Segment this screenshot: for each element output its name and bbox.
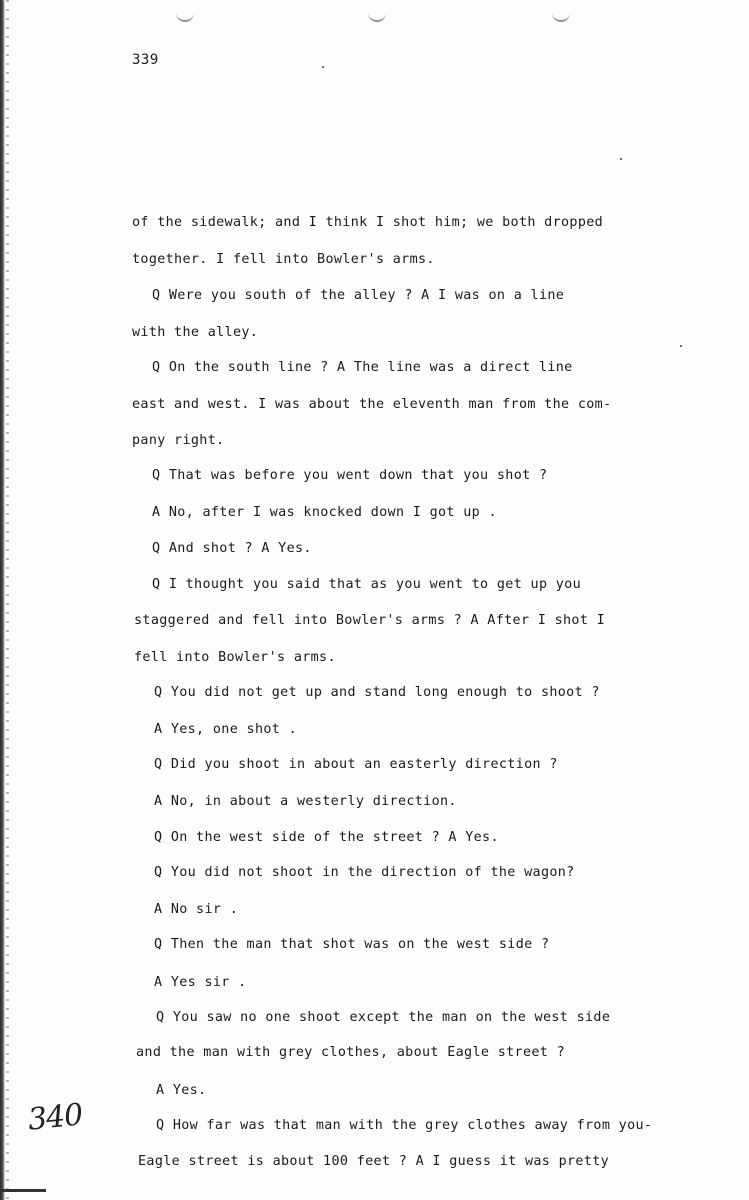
- transcript-line: Q You did not shoot in the direction of the wagon?: [154, 865, 575, 880]
- transcript-line: with the alley.: [132, 325, 259, 340]
- transcript-line: and the man with grey clothes, about Eagle street ?: [136, 1045, 566, 1060]
- transcript-line: Q That was before you went down that you shot ?: [152, 468, 548, 483]
- ink-speck: [680, 345, 682, 347]
- page-number: 339: [132, 52, 159, 68]
- transcript-line: Q Then the man that shot was on the west side ?: [154, 937, 550, 952]
- transcript-line: fell into Bowler's arms.: [134, 650, 336, 665]
- punch-hole-mark: [176, 12, 194, 22]
- transcript-line: Eagle street is about 100 feet ? A I guess it was pretty: [138, 1154, 610, 1169]
- transcript-line: of the sidewalk; and I think I shot him; we both dropped: [132, 215, 604, 230]
- transcript-line: A Yes.: [156, 1083, 207, 1098]
- transcript-line: Q I thought you said that as you went to get up you: [152, 577, 582, 592]
- transcript-line: pany right.: [132, 433, 225, 448]
- binding-edge: [0, 0, 5, 1200]
- transcript-line: staggered and fell into Bowler's arms ? A After I shot I: [134, 613, 606, 628]
- binding-perforation: [6, 0, 9, 1200]
- transcript-line: Q And shot ? A Yes.: [152, 541, 312, 556]
- transcript-line: Q On the west side of the street ? A Yes.: [154, 830, 499, 845]
- handwritten-margin-note: 340: [26, 1097, 84, 1138]
- punch-hole-mark: [368, 12, 386, 22]
- punch-hole-mark: [552, 12, 570, 22]
- transcript-line: Q You did not get up and stand long enough to shoot ?: [154, 685, 600, 700]
- transcript-line: A No, in about a westerly direction.: [154, 794, 457, 809]
- transcript-line: Q You saw no one shoot except the man on the west side: [156, 1010, 611, 1025]
- transcript-line: A No, after I was knocked down I got up .: [152, 505, 497, 520]
- ink-speck: [620, 158, 622, 160]
- transcript-line: Q Did you shoot in about an easterly direction ?: [154, 757, 558, 772]
- ink-speck: [322, 66, 324, 68]
- transcript-line: A No sir .: [154, 902, 239, 917]
- transcript-line: A Yes sir .: [154, 975, 247, 990]
- transcript-line: Q How far was that man with the grey clothes away from you-: [156, 1118, 653, 1133]
- transcript-line: Q On the south line ? A The line was a direct line: [152, 360, 573, 375]
- transcript-line: A Yes, one shot .: [154, 722, 298, 737]
- transcript-line: Q Were you south of the alley ? A I was on a line: [152, 288, 565, 303]
- transcript-line: together. I fell into Bowler's arms.: [132, 252, 435, 267]
- bottom-edge-mark: [0, 1189, 46, 1192]
- transcript-line: east and west. I was about the eleventh man from the com-: [132, 397, 612, 412]
